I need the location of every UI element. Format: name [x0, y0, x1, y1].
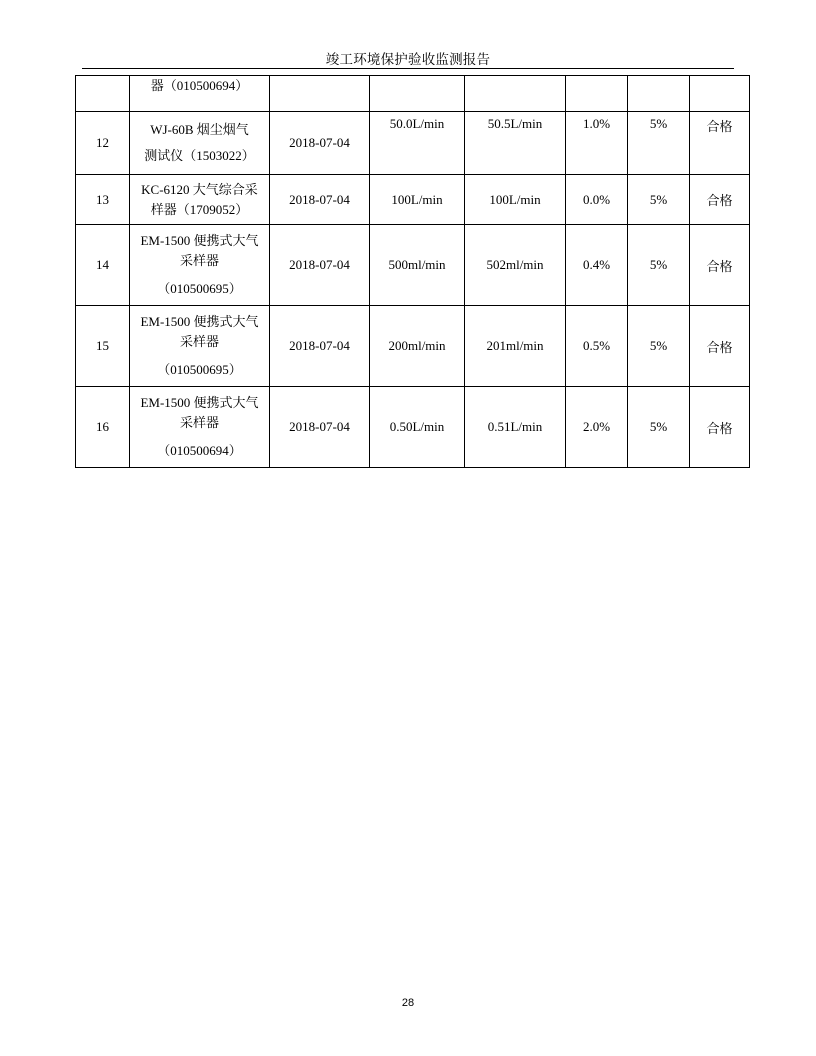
set-value: 500ml/min: [370, 225, 465, 306]
table-row: [76, 306, 750, 387]
relative-error: 0.4%: [566, 225, 628, 306]
table-row: [76, 112, 750, 175]
set-value: 50.0L/min: [370, 112, 465, 175]
result: 合格: [690, 387, 750, 468]
instrument-name: EM-1500 便携式大气 采样器 （010500695）: [130, 306, 270, 387]
relative-error: 0.5%: [566, 306, 628, 387]
table-row: [76, 175, 750, 225]
result: 合格: [690, 175, 750, 225]
set-value: 100L/min: [370, 175, 465, 225]
instrument-name: KC-6120 大气综合采 样器（1709052）: [130, 175, 270, 225]
measured-value: 50.5L/min: [465, 112, 566, 175]
table-cell-instrument: [130, 76, 270, 112]
calibration-date: 2018-07-04: [270, 387, 370, 468]
calibration-table: [75, 75, 750, 468]
row-index: 12: [76, 112, 130, 175]
table-row-continuation: [76, 76, 750, 112]
instrument-name: EM-1500 便携式大气 采样器 （010500694）: [130, 387, 270, 468]
header-divider: [82, 68, 734, 69]
table-row: [76, 225, 750, 306]
calibration-date: 2018-07-04: [270, 306, 370, 387]
result: 合格: [690, 306, 750, 387]
measured-value: 100L/min: [465, 175, 566, 225]
calibration-date: 2018-07-04: [270, 175, 370, 225]
row-index: 14: [76, 225, 130, 306]
row-index: 16: [76, 387, 130, 468]
relative-error: 0.0%: [566, 175, 628, 225]
allowed-error: 5%: [628, 112, 690, 175]
allowed-error: 5%: [628, 175, 690, 225]
measured-value: 201ml/min: [465, 306, 566, 387]
set-value: 0.50L/min: [370, 387, 465, 468]
relative-error: 2.0%: [566, 387, 628, 468]
calibration-date: 2018-07-04: [270, 225, 370, 306]
table-cell-index: [76, 76, 130, 112]
result: 合格: [690, 225, 750, 306]
relative-error: 1.0%: [566, 112, 628, 175]
row-index: 13: [76, 175, 130, 225]
allowed-error: 5%: [628, 387, 690, 468]
page-number: 28: [401, 997, 415, 1009]
instrument-name-line: 器（010500694）: [150, 78, 249, 93]
set-value: 200ml/min: [370, 306, 465, 387]
measured-value: 0.51L/min: [465, 387, 566, 468]
result: 合格: [690, 112, 750, 175]
row-index: 15: [76, 306, 130, 387]
allowed-error: 5%: [628, 306, 690, 387]
instrument-name: WJ-60B 烟尘烟气 测试仪（1503022）: [130, 112, 270, 175]
calibration-date: 2018-07-04: [270, 112, 370, 175]
allowed-error: 5%: [628, 225, 690, 306]
instrument-name: EM-1500 便携式大气 采样器 （010500695）: [130, 225, 270, 306]
table-row: [76, 387, 750, 468]
measured-value: 502ml/min: [465, 225, 566, 306]
page-header-title: 竣工环境保护验收监测报告: [325, 52, 491, 67]
